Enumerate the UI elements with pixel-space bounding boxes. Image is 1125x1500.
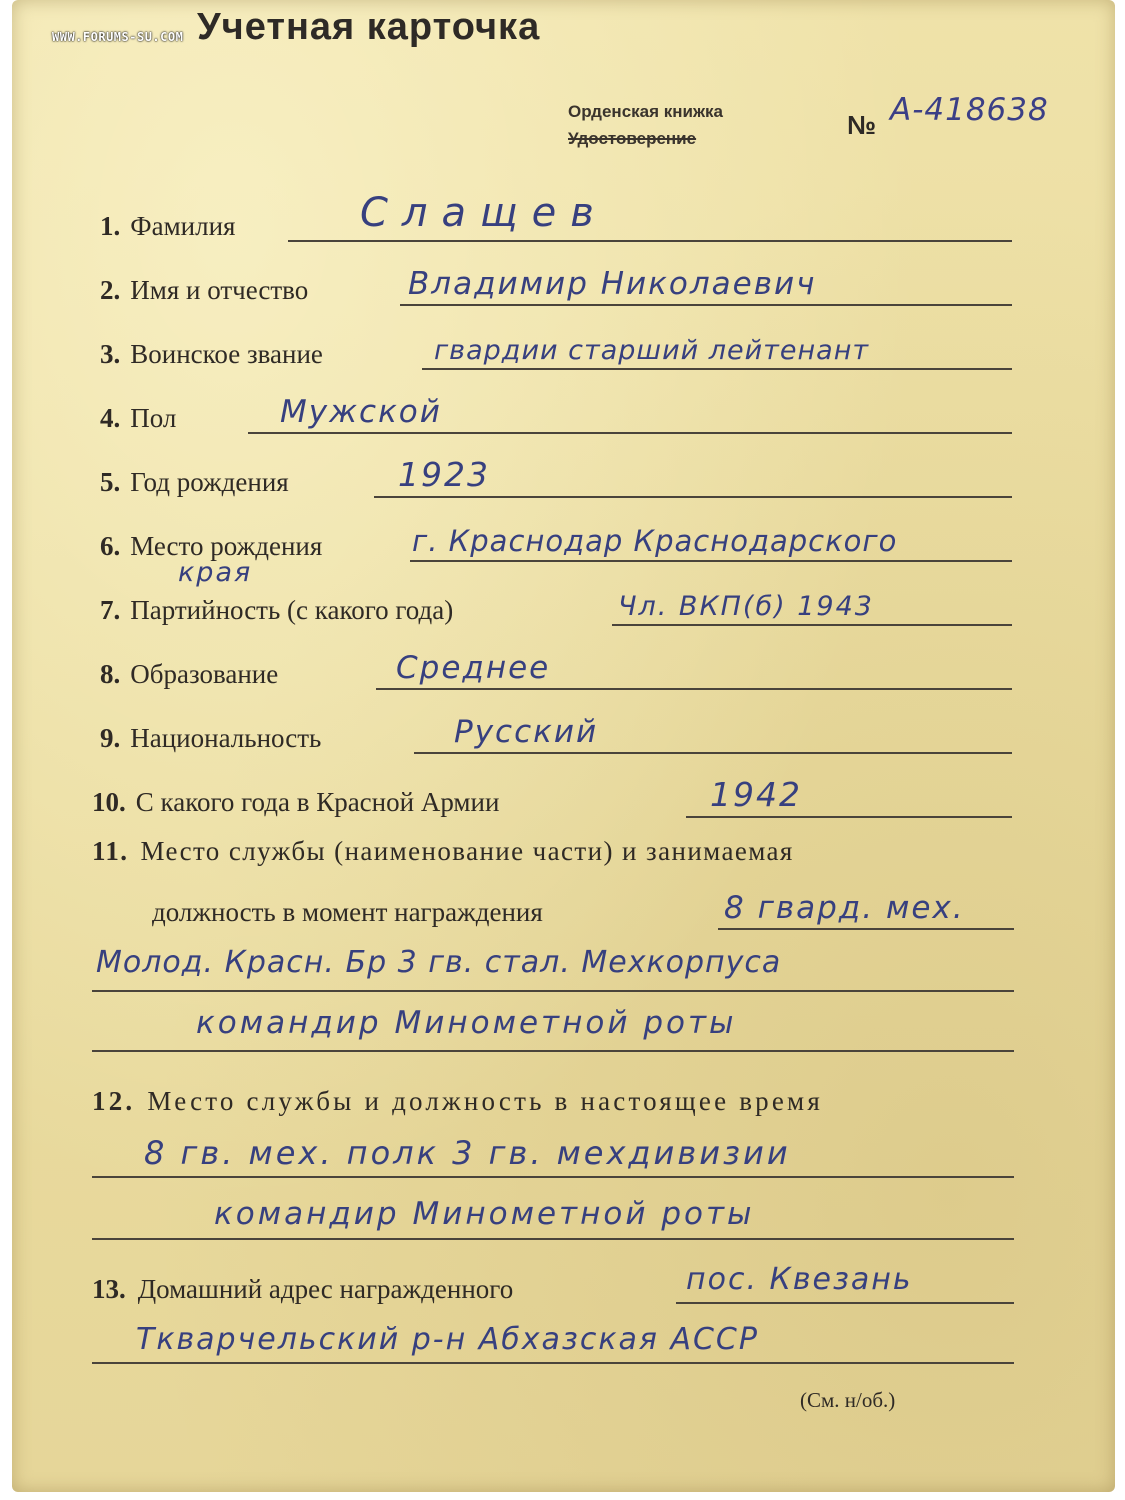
- field-label-text: Домашний адрес награжденного: [137, 1274, 514, 1304]
- underline: [374, 496, 1012, 498]
- see-reverse-note: (См. н/об.): [800, 1388, 896, 1412]
- field-label: [100, 659, 278, 690]
- field-sex: [100, 382, 1012, 442]
- field-military-rank: [100, 318, 1012, 378]
- doc-type-certificate-struck: Удостоверение: [568, 129, 697, 148]
- education-value: Среднее: [396, 650, 551, 686]
- underline: [422, 368, 1012, 370]
- number-sign: №: [847, 110, 876, 140]
- field-label-text: Образование: [130, 659, 279, 689]
- field-party: [100, 574, 1012, 634]
- field-education: [100, 638, 1012, 698]
- military-rank-value: гвардии старший лейтенант: [434, 335, 870, 366]
- sex-value: Мужской: [280, 394, 442, 430]
- underline: [92, 990, 1014, 992]
- field-number: 1.: [100, 211, 121, 241]
- field-number: 2.: [100, 275, 121, 305]
- field-number: 12.: [92, 1086, 136, 1116]
- underline: [400, 304, 1012, 306]
- field-birth-year: [100, 446, 1012, 506]
- home-address-line2: Ткварчельский р-н Абхазская АССР: [136, 1322, 759, 1357]
- underline: [718, 928, 1014, 930]
- field-label-text: Год рождения: [130, 467, 289, 497]
- field-nationality: [100, 702, 1012, 762]
- card-title: Учетная карточка: [197, 6, 541, 48]
- field-number: 11.: [92, 836, 129, 866]
- field-name-patronymic: [100, 254, 1012, 314]
- service-place-line2: Молод. Красн. Бр 3 гв. стал. Мехкорпуса: [96, 945, 782, 980]
- field-number: 3.: [100, 339, 121, 369]
- field-number: 6.: [100, 531, 121, 561]
- field-12-label: [92, 1086, 823, 1117]
- field-label-text: Воинское звание: [130, 339, 323, 369]
- field-number: 7.: [100, 595, 121, 625]
- field-label-text: Партийность (с какого года): [130, 595, 454, 625]
- field-number: 8.: [100, 659, 121, 689]
- field-army-since: [92, 766, 1012, 826]
- home-address-value: пос. Квезань: [686, 1262, 913, 1297]
- field-birthplace: [100, 510, 1012, 588]
- nationality-value: Русский: [454, 714, 599, 750]
- field-label: [100, 211, 235, 242]
- field-label-text: Место рождения: [130, 531, 323, 561]
- underline: [686, 816, 1012, 818]
- award-record-card: [12, 0, 1115, 1492]
- field-surname: [100, 190, 1012, 250]
- field-label-text: Национальность: [130, 723, 322, 753]
- underline: [92, 1176, 1014, 1178]
- field-11-label-line1: [92, 836, 794, 867]
- underline: [92, 1362, 1014, 1364]
- party-value: Чл. ВКП(б) 1943: [618, 591, 874, 622]
- field-label-text: Место службы и должность в настоящее время: [147, 1086, 823, 1116]
- underline: [288, 240, 1012, 242]
- field-label-text: Пол: [130, 403, 177, 433]
- underline: [376, 688, 1012, 690]
- field-number: 10.: [92, 787, 126, 817]
- field-label: [100, 595, 453, 626]
- field-number: 4.: [100, 403, 121, 433]
- underline: [248, 432, 1012, 434]
- field-number: 5.: [100, 467, 121, 497]
- birthplace-value-continued: края: [178, 557, 253, 588]
- field-label: [92, 787, 499, 818]
- field-number: 9.: [100, 723, 121, 753]
- field-label-text: Имя и отчество: [130, 275, 309, 305]
- doc-type-order-book: Орденская книжка: [568, 102, 724, 121]
- watermark: WWW.FORUMS-SU.COM: [52, 30, 184, 44]
- field-label-text: Место службы (наименование части) и занимаемая: [140, 836, 794, 866]
- field-label: [100, 723, 321, 754]
- current-service-line2: командир Минометной роты: [214, 1196, 755, 1232]
- name-patronymic-value: Владимир Николаевич: [408, 266, 817, 302]
- underline: [676, 1302, 1014, 1304]
- order-book-number: А-418638: [890, 92, 1049, 128]
- field-label: [100, 339, 323, 370]
- field-label: [100, 403, 176, 434]
- underline: [92, 1238, 1014, 1240]
- army-since-value: 1942: [710, 775, 802, 814]
- field-number: 13.: [92, 1274, 126, 1304]
- current-service-line1: 8 гв. мех. полк 3 гв. мехдивизии: [144, 1134, 791, 1172]
- birth-year-value: 1923: [398, 455, 490, 494]
- underline: [414, 752, 1012, 754]
- field-label-text: С какого года в Красной Армии: [135, 787, 500, 817]
- field-label: [100, 275, 308, 306]
- surname-value: Слащев: [360, 190, 608, 236]
- underline: [92, 1050, 1014, 1052]
- service-place-value: 8 гвард. мех.: [724, 890, 965, 926]
- birthplace-value: г. Краснодар Краснодарского: [412, 524, 898, 558]
- field-label-text: Фамилия: [130, 211, 236, 241]
- field-label: [100, 467, 289, 498]
- service-place-line3: командир Минометной роты: [196, 1005, 737, 1041]
- field-11-label-line2: должность в момент награждения: [152, 897, 543, 927]
- document-type: [568, 98, 723, 152]
- field-13-label: [92, 1274, 513, 1305]
- underline: [612, 624, 1012, 626]
- underline: [410, 560, 1012, 562]
